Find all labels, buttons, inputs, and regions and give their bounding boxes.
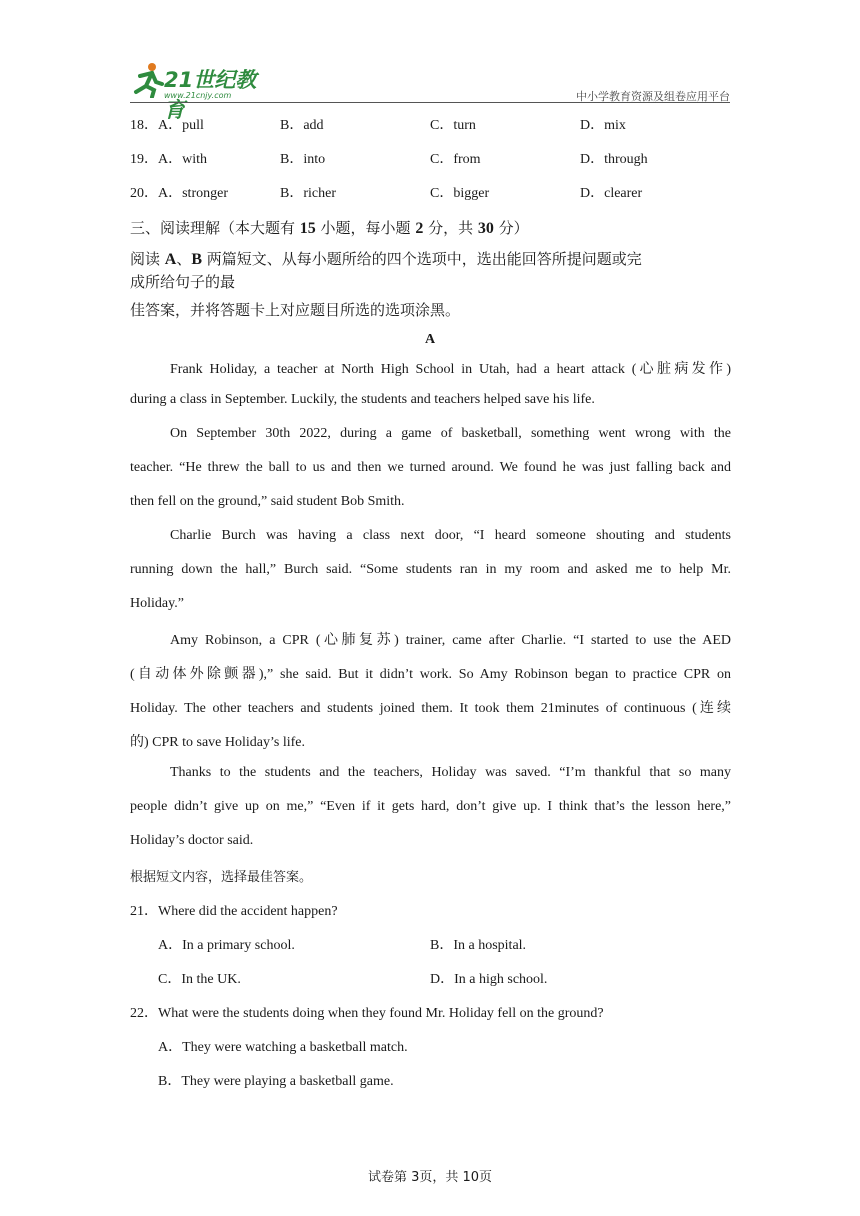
question-22-stem: 22．What were the students doing when they found Mr. Holiday fell on the ground?: [130, 1006, 604, 1021]
logo: [130, 62, 270, 122]
passage-line: 的) CPR to save Holiday’s life.: [130, 735, 305, 750]
passage-line: people didn’t give up on me,” “Even if it gets hard, don’t give up. I think that’s the lesson here,”: [130, 799, 731, 814]
option-c: C．turn: [430, 118, 476, 133]
section-instructions-cont: 佳答案，并将答题卡上对应题目所选的选项涂黑。: [130, 301, 461, 319]
passage-line: Amy Robinson, a CPR (心肺复苏) trainer, came after Charlie. “I started to use the AED: [170, 633, 731, 648]
question-18-options: [130, 114, 730, 134]
question-19-options: [130, 148, 730, 168]
question-21-option-b: B．In a hospital.: [430, 938, 527, 953]
passage-line: teacher. “He threw the ball to us and then we turned around. We found he was just falling back and: [130, 460, 731, 475]
question-22-option-a: A．They were watching a basketball match.: [158, 1040, 408, 1055]
passage-line: running down the hall,” Burch said. “Some students ran in my room and asked me to help Mr.: [130, 562, 731, 577]
question-21-option-a: A．In a primary school.: [158, 938, 295, 953]
option-row-label: 20．A．stronger: [130, 186, 228, 201]
passage-line: Holiday’s doctor said.: [130, 833, 254, 848]
question-22-option-b: B．They were playing a basketball game.: [158, 1074, 394, 1089]
passage-line: Holiday.”: [130, 596, 184, 611]
option-b: B．into: [280, 152, 326, 167]
option-c: C．bigger: [430, 186, 490, 201]
header-tagline: 中小学教育资源及组卷应用平台: [576, 90, 730, 103]
question-21-option-d: D．In a high school.: [430, 972, 548, 987]
page-footer: 试卷第 3页，共 10页: [367, 1170, 493, 1185]
passage-instruction: 根据短文内容，选择最佳答案。: [130, 870, 313, 885]
option-d: D．through: [580, 152, 648, 167]
option-d: D．clearer: [580, 186, 643, 201]
passage-line: Charlie Burch was having a class next door, “I heard someone shouting and students: [170, 528, 731, 543]
option-row-label: 18．A．pull: [130, 118, 204, 133]
runner-icon: [130, 62, 164, 98]
page-header: [130, 58, 730, 122]
passage-label: A: [424, 332, 436, 347]
header-divider: [130, 102, 730, 103]
passage-line: On September 30th 2022, during a game of basketball, something went wrong with the: [170, 426, 731, 441]
section-instructions: 阅读 A、B 两篇短文、从每小题所给的四个选项中，选出能回答所提问题或完 成所给句子的最: [130, 250, 642, 291]
option-c: C．from: [430, 152, 481, 167]
option-d: D．mix: [580, 118, 626, 133]
passage-line: Thanks to the students and the teachers, Holiday was saved. “I’m thankful that so many: [170, 765, 731, 780]
passage-line: Holiday. The other teachers and students joined them. It took them 21minutes of continuous (连续: [130, 701, 731, 716]
question-20-options: [130, 182, 730, 202]
logo-text: 21世纪教育: [164, 68, 257, 122]
logo-url: www.21cnjy.com: [164, 91, 232, 100]
section-title: 三、阅读理解（本大题有 15 小题，每小题 2 分，共 30 分）: [130, 219, 529, 237]
passage-line: (自动体外除颤器),” she said. But it didn’t work. So Amy Robinson began to practice CPR on: [130, 667, 731, 682]
question-21-stem: 21．Where did the accident happen?: [130, 904, 338, 919]
option-row-label: 19．A．with: [130, 152, 207, 167]
passage-line: Frank Holiday, a teacher at North High School in Utah, had a heart attack (心脏病发作): [170, 362, 731, 377]
option-b: B．add: [280, 118, 324, 133]
option-b: B．richer: [280, 186, 336, 201]
question-21-option-c: C．In the UK.: [158, 972, 241, 987]
passage-line: then fell on the ground,” said student Bob Smith.: [130, 494, 405, 509]
passage-line: during a class in September. Luckily, the students and teachers helped save his life.: [130, 392, 595, 407]
